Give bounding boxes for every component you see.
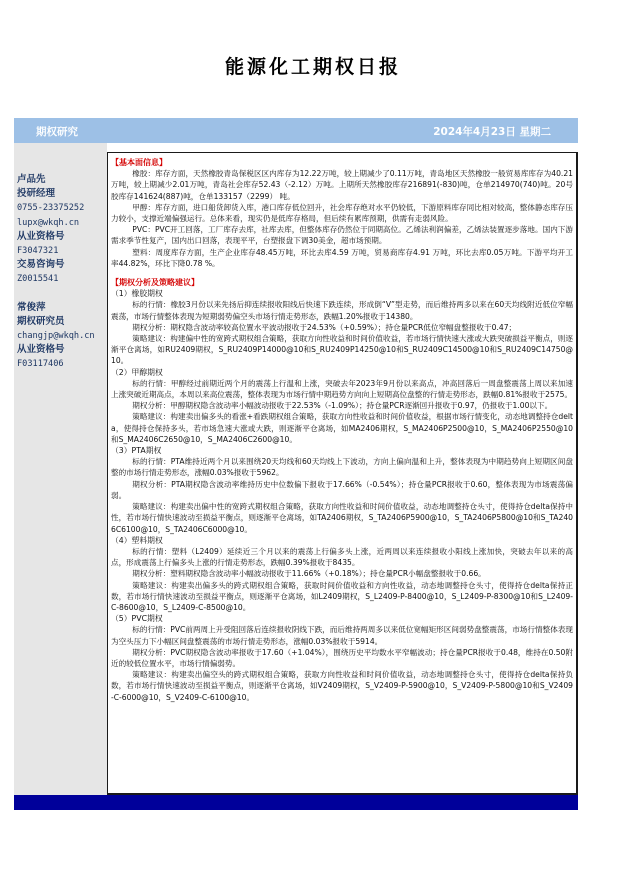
fundamentals-plastic: 塑料：周度库存方面，生产企业库存48.45万吨，环比去库4.59 万吨，贸易商库存4.91 万吨，环比去库0.05万吨。下游平均开工率44.82%，环比下降0.78 %。 bbox=[111, 247, 573, 268]
fundamentals-heading: 【基本面信息】 bbox=[111, 158, 167, 167]
pta-option-title: （3）PTA期权 bbox=[111, 446, 162, 456]
author-title: 投研经理 bbox=[17, 188, 56, 200]
report-date: 2024年4月23日 星期二 bbox=[433, 126, 551, 138]
report-body bbox=[107, 152, 578, 795]
author-divider bbox=[14, 287, 107, 301]
author-title: 期权研究员 bbox=[17, 315, 65, 327]
pta-analysis: 期权分析：PTA期权隐含波动率维持历史中位数偏下报收于17.66%（-0.54%）；持仓量PCR报收于0.60，整体表现为市场震荡偏弱。 bbox=[111, 479, 573, 500]
plastic-option-title: （4）塑料期权 bbox=[111, 535, 163, 545]
methanol-advice: 策略建议：构建卖出偏多头的看涨+看跌期权组合策略，获取方向性收益和时间价值收益，根据市场行情变化，动态地调整持仓delta，使得持仓保持多头，若市场急速大涨或大跌，则逐渐平仓离场，如MA2406期权，S_MA2406P2500@10，S_MA2406P2550@10和S_MA2406C2650@10，S_MA2406C2600@10。 bbox=[111, 412, 573, 444]
pvc-option-title: （5）PVC期权 bbox=[111, 614, 163, 624]
methanol-analysis: 期权分析：甲醇期权隐含波动率小幅波动报收于22.53%（-1.09%）；持仓量PCR逐渐回升报收于0.97，仍报收于1.00以下。 bbox=[132, 401, 553, 411]
author-email[interactable]: lupx@wkqh.cn bbox=[17, 217, 80, 228]
pta-market: 标的行情：PTA维持近两个月以来围绕20天均线和60天均线上下波动，方向上偏向温和上升，整体表现为中期趋势向上短期区间盘整的市场行情走势形态，涨幅0.03%报收于5962。 bbox=[111, 457, 573, 478]
methanol-option-title: （2）甲醇期权 bbox=[111, 367, 163, 377]
license-label: 从业资格号 bbox=[17, 344, 65, 356]
author-name: 卢品先 bbox=[17, 174, 46, 185]
methanol-market: 标的行情：甲醇经过前期近两个月的震荡上行温和上涨，突破去年2023年9月份以来高点，冲高回落后一周盘整震荡上周以来加速上涨突破近期高点，本周以来高位震荡，整体表现为市场行情中期趋势方向向上短期高位盘整的行情走势形态，跌幅0.81%报收于2575。 bbox=[111, 378, 573, 400]
header-band bbox=[14, 118, 578, 143]
author-email[interactable]: changjp@wkqh.cn bbox=[17, 331, 95, 342]
plastic-advice: 策略建议：构建卖出偏多头的跨式期权组合策略，获取时间价值收益和方向性收益，动态地调整持仓头寸，使得持仓delta保持正数，若市场行情快速波动至损益平衡点，则逐渐平仓离场，如L2409期权，S_L2409-P-8400@10，S_L2409-P-8300@10和S_L2409-C-8600@10，S_L2409-C-8500@10。 bbox=[111, 580, 573, 612]
author-sidebar bbox=[14, 143, 107, 795]
rubber-option-title: （1）橡胶期权 bbox=[111, 289, 163, 299]
rubber-advice: 策略建议：构建偏中性的宽跨式期权组合策略，获取方向性收益和时间价值收益，若市场行情快速大涨或大跌突破损益平衡点，则逐渐平仓离场，如RU2409期权，S_RU2409P14000@10和S_RU2409P14250@10和S_RU2409C14500@10和S_RU2409C14750@10。 bbox=[111, 334, 573, 366]
rubber-market: 标的行情：橡胶3月份以来先扬后抑连续报收阳线后快速下跌连续，形成倒“V”型走势，而后维持两多以来在60天均线附近低位窄幅震荡，市场行情整体表现为短期弱势偏空头市场行情走势形态，跌幅1.20%报收于14380。 bbox=[111, 300, 573, 321]
license-label: 从业资格号 bbox=[17, 230, 65, 242]
author-phone: 0755-23375252 bbox=[17, 203, 85, 214]
plastic-analysis: 期权分析：塑料期权隐含波动率小幅波动报收于11.66%（+0.18%）；持仓量PCR小幅盘整报收于0.66。 bbox=[132, 569, 486, 579]
license-number: F3047321 bbox=[17, 246, 59, 257]
fundamentals-rubber: 橡胶：库存方面，天然橡胶青岛保税区区内库存为12.22万吨，较上期减少了0.11万吨，青岛地区天然橡胶一般贸易库库存为40.21万吨，较上期减少2.01万吨，青岛社会库存52.43（-2.12）万吨。上期所天然橡胶库存216891(-830)吨，仓单214970(740)吨。20号胶库存141624(887)吨，仓单133157（2299） 吨。 bbox=[111, 169, 573, 201]
pvc-analysis: 期权分析：PVC期权隐含波动率报收于17.60（+1.04%），围绕历史平均数水平窄幅波动；持仓量PCR报收于0.48，维持在0.50附近的较低位置水平，市场行情偏弱势。 bbox=[111, 647, 573, 668]
pvc-advice: 策略建议：构建卖出偏空头的跨式期权组合策略，获取方向性收益和时间价值收益，动态地调整持仓头寸，使得持仓delta保持负数，若市场行情快速波动至损益平衡点，则逐渐平仓离场，如V2409期权，S_V2409-P-5900@10，S_V2409-P-5800@10和S_V2409-C-6000@10，S_V2409-C-6100@10。 bbox=[111, 670, 573, 702]
report-category: 期权研究 bbox=[36, 126, 78, 138]
pvc-market: 标的行情：PVC前两周上升受阻回落后连续报收阴线下跌，而后维持两周多以来低位宽幅矩形区间弱势盘整震荡，市场行情整体表现为空头压力下小幅区间盘整震荡的市场行情走势形态，涨幅0.03%报收于5914。 bbox=[111, 625, 573, 646]
pta-advice: 策略建议：构建卖出偏中性的宽跨式期权组合策略，获取方向性收益和时间价值收益，动态地调整持仓头寸，使得持仓delta保持中性，若市场行情快速波动至损益平衡点，则逐渐平仓离场，如TA2406期权，S_TA2406P5900@10，S_TA2406P5800@10和S_TA2406C6100@10，S_TA2406C6000@10。 bbox=[111, 502, 573, 534]
fundamentals-methanol: 甲醇：库存方面，进口船货卸货入库，港口库存低位回升，社会库存绝对水平仍较低，下游原料库存同比相对较高，整体静态库存压力较小，支撑近端偏强运行。总体来看，现实仍是低库存格局，但后续有累库预期，供需有走弱风险。 bbox=[111, 202, 573, 224]
plastic-market: 标的行情：塑料（L2409）延续近三个月以来的震荡上行偏多头上涨，近两周以来连续报收小阳线上涨加快，突破去年以来的高点，形成震荡上行偏多头上涨的行情走势形态，跌幅0.39%报收于8435。 bbox=[111, 546, 573, 568]
license-number: F03117406 bbox=[17, 359, 64, 370]
strategy-heading: 【期权分析及策略建议】 bbox=[111, 278, 199, 288]
consult-number: Z0015541 bbox=[17, 274, 59, 285]
section-spacer bbox=[111, 269, 573, 277]
author-name: 常俊萍 bbox=[17, 301, 46, 313]
consult-label: 交易咨询号 bbox=[17, 259, 65, 271]
rubber-analysis: 期权分析：期权隐含波动率较高位置水平波动报收于24.53%（+0.59%）；持仓量PCR低位窄幅盘整报收于0.47； bbox=[132, 322, 517, 332]
footer-bar bbox=[14, 795, 578, 810]
fundamentals-pvc: PVC：PVC开工回落，工厂库存去库，社库去库，但整体库存仍然位于同期高位。乙烯法利润偏差，乙烯法装置逐步落地。国内下游需求季节性复产，国内出口回落，表现平平，台塑报盘下调30美金，超市场预期。 bbox=[111, 225, 573, 246]
report-title: 能源化工期权日报 bbox=[224, 56, 401, 78]
